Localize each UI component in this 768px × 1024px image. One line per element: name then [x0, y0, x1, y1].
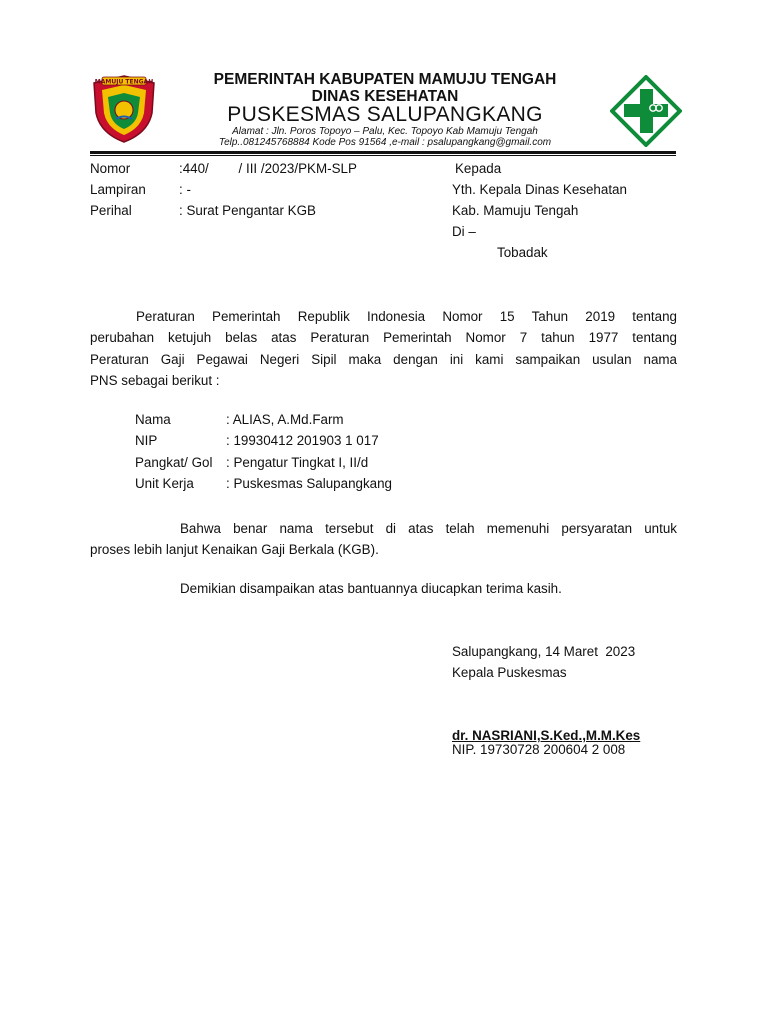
letterhead-contact: Telp..081245768884 Kode Pos 91564 ,e-mail : psalupangkang@gmail.com	[218, 137, 552, 148]
letterhead-government: PEMERINTAH KABUPATEN MAMUJU TENGAH	[213, 71, 557, 88]
meta-nomor-label: Nomor	[90, 161, 131, 176]
recipient-di: Di –	[452, 224, 476, 239]
recipient-region: Kab. Mamuju Tengah	[452, 203, 579, 218]
body-para1-line4: PNS sebagai berikut :	[90, 373, 220, 388]
body-closing: Demikian disampaikan atas bantuannya diucapkan terima kasih.	[180, 581, 562, 596]
signature-nip: NIP. 19730728 200604 2 008	[452, 742, 626, 757]
signature-position: Kepala Puskesmas	[452, 665, 567, 680]
recipient-city: Tobadak	[497, 245, 548, 260]
body-para2-line2: proses lebih lanjut Kenaikan Gaji Berkala (KGB).	[90, 542, 379, 557]
health-cross-logo-icon	[610, 75, 682, 147]
meta-perihal-label: Perihal	[90, 203, 132, 218]
recipient-kepada: Kepada	[455, 161, 502, 176]
employee-nip-label: NIP	[135, 433, 158, 448]
employee-pangkat-value: : Pengatur Tingkat I, II/d	[226, 455, 369, 470]
employee-nama-label: Nama	[135, 412, 171, 427]
employee-unit-label: Unit Kerja	[135, 476, 194, 491]
meta-nomor-value: :440/ / III /2023/PKM-SLP	[179, 161, 357, 176]
employee-nip-value: : 19930412 201903 1 017	[226, 433, 379, 448]
recipient-title: Yth. Kepala Dinas Kesehatan	[452, 182, 627, 197]
employee-nama-value: : ALIAS, A.Md.Farm	[226, 412, 344, 427]
body-para1-line1: Peraturan Pemerintah Republik Indonesia Nomor 15 Tahun 2019 tentang	[136, 309, 677, 324]
employee-unit-value: : Puskesmas Salupangkang	[226, 476, 392, 491]
letterhead-divider-thin	[90, 155, 676, 156]
regency-seal-icon	[88, 73, 160, 145]
body-para1-line3: Peraturan Gaji Pegawai Negeri Sipil maka dengan ini kami sampaikan usulan nama	[90, 352, 677, 367]
letterhead-address: Alamat : Jln. Poros Topoyo – Palu, Kec. Topoyo Kab Mamuju Tengah	[232, 126, 538, 137]
employee-pangkat-label: Pangkat/ Gol	[135, 455, 213, 470]
body-para1-line2: perubahan ketujuh belas atas Peraturan Pemerintah Nomor 7 tahun 1977 tentang	[90, 330, 677, 345]
letterhead-divider	[90, 151, 676, 154]
seal-lettering: MAMUJU TENGAH	[94, 78, 154, 86]
meta-perihal-value: : Surat Pengantar KGB	[179, 203, 316, 218]
letterhead-department: DINAS KESEHATAN	[311, 88, 459, 105]
letterhead-institution: PUSKESMAS SALUPANGKANG	[227, 103, 543, 126]
signature-name: dr. NASRIANI,S.Ked.,M.M.Kes	[452, 728, 641, 743]
signature-place-date: Salupangkang, 14 Maret 2023	[452, 644, 636, 659]
meta-lampiran-value: : -	[179, 182, 191, 197]
meta-lampiran-label: Lampiran	[90, 182, 146, 197]
body-para2-line1: Bahwa benar nama tersebut di atas telah memenuhi persyaratan untuk	[180, 521, 677, 536]
